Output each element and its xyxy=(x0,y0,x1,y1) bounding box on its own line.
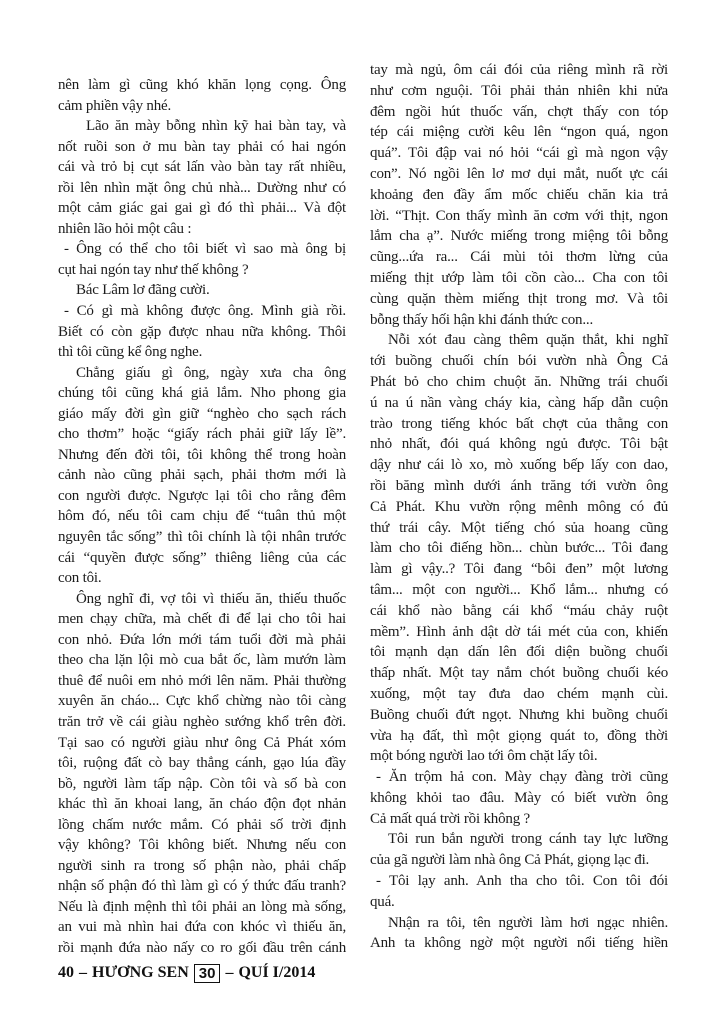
text-line: nên làm gì cũng khó khăn lọng cọng. Ông xyxy=(58,77,346,93)
text-line: người sinh ra trong số phận nào, phải chấp xyxy=(58,857,346,874)
left-text-column xyxy=(58,75,346,959)
page-number: 40 xyxy=(58,964,74,981)
text-line: thấp nhất. Một tay nắm chót buồng chuối kéo xyxy=(370,665,668,682)
text-line: nguyên tắc sống” thì tôi chính là tội nhân trước xyxy=(58,529,346,546)
text-line: thì tôi cũng kể ông nghe. xyxy=(58,344,203,361)
text-line: Cả mất quá trời rồi không ? xyxy=(370,810,530,827)
text-line: ú na ú nần vàng cháy kia, càng hấp dẫn cuộn xyxy=(370,394,668,411)
text-line: xuống, một tay đưa dao chém mạnh cùi. xyxy=(370,685,668,702)
text-line: Nhận ra tôi, tên người làm hơi ngạc nhiên. xyxy=(388,914,668,931)
issue-number-box: 30 xyxy=(194,964,221,983)
text-line: vừa hạ đất, thì một giọng quát to, đồng thời xyxy=(370,727,668,744)
text-line: rồi lên nhìn mặt ông chủ nhà... Dường như có xyxy=(58,179,346,196)
text-line: - Ông có thể cho tôi biết vì sao mà ông bị xyxy=(64,241,346,258)
text-line: khác thì ăn khoai lang, ăn cháo độn đọt nhản xyxy=(58,796,346,813)
text-line: cho thơm” hoặc “giấy rách phải giữ lấy lề”. xyxy=(58,426,346,443)
text-line: Cả Phát. Khu vườn rộng mênh mông có đủ xyxy=(370,498,668,515)
text-line: cái và trỏ bị cụt sát lấn vào bàn tay rất nhiều, xyxy=(58,159,346,176)
text-line: một bóng người lao tới ôm chặt lấy tôi. xyxy=(370,748,598,765)
text-line: khoảng đen đầy ẩm mốc chiếu chăn kia trả xyxy=(370,186,668,203)
text-line: con”. Nó ngồi lên lơ mơ dụi mắt, nuốt ực cái xyxy=(370,165,668,182)
text-line: không khỏi tao đâu. Mày có biết vườn ông xyxy=(370,789,668,806)
text-line: Biết có còn gặp được nhau nữa không. Thôi xyxy=(58,323,346,340)
text-line: cảnh nào cũng phải sạch, phải thơm mới là xyxy=(58,467,346,484)
text-line: Anh ta không ngờ một người nổi tiếng hiền xyxy=(370,935,668,952)
text-line: nhận số phận đó thì làm gì có ý thức đấu tranh? xyxy=(58,878,346,895)
text-line: đêm ngồi hút thuốc vấn, chợt thấy con tóp xyxy=(370,103,668,120)
text-line: Tôi run bắn người trong cánh tay lực lưỡng xyxy=(388,831,668,848)
text-line: quá. xyxy=(370,893,395,910)
text-line: con tôi. xyxy=(58,570,102,587)
text-line: Nỗi xót đau càng thêm quặn thắt, khi nghĩ xyxy=(388,332,668,349)
text-line: - Ăn trộm hả con. Mày chạy đàng trời cũng xyxy=(376,769,668,786)
text-line: tép cái miệng cười kêu lên “ngon quá, ngon xyxy=(370,124,668,141)
right-text-column xyxy=(370,60,668,954)
text-line: Nếu là định mệnh thì tôi phải an lòng mà sống, xyxy=(58,898,346,915)
text-line: mềm”. Hình ảnh dật dờ tái mét của con, khiến xyxy=(370,623,668,640)
text-line: tôi, ruộng đất cò bay thẳng cánh, gạo lúa đầy xyxy=(58,755,346,772)
magazine-name: HƯƠNG SEN xyxy=(92,964,189,981)
text-line: trăn trở về cái giàu nghèo sướng khổ trên đời. xyxy=(58,713,346,730)
text-line: theo cha lặn lội mò cua bắt ốc, làm mướn làm xyxy=(58,652,346,669)
text-line: như cơm nguội. Tôi phải thản nhiên khi nửa xyxy=(370,82,668,99)
footer-separator: – xyxy=(79,964,87,981)
text-line: của gã người làm nhà ông Cả Phát, giọng lạc đi. xyxy=(370,852,650,869)
text-line: cụt hai ngón tay như thế không ? xyxy=(58,261,249,278)
text-line: thuê để nuôi em nhỏ mới lên năm. Phải thường xyxy=(58,672,346,689)
text-line: tâm... một con người... Khổ lắm... nhưng có xyxy=(370,581,668,598)
text-line: xuyên ăn cháo... Cực khổ chừng nào tôi càng xyxy=(58,693,346,710)
text-line: con người được. Ngược lại tôi cho rằng đêm xyxy=(58,487,346,504)
text-line: thứ trái cây. Một tiếng chó sủa hoang cũng xyxy=(370,519,668,536)
text-line: miếng thịt ướp làm tôi cồn cào... Cha con tôi xyxy=(370,269,668,286)
text-line: hôm đó, nếu tôi cam chịu để “tuân thủ một xyxy=(58,508,346,525)
text-line: làm gì vậy..? Tôi đang “bôi đen” một lương xyxy=(370,561,668,578)
text-line: bồ, người làm tấp nập. Còn tôi và số bà con xyxy=(58,775,346,792)
text-line: trào trong tiếng khóc bất chợt của thằng con xyxy=(370,415,668,432)
text-line: một cảm giác gai gai gì đó thì phải... Và đột xyxy=(58,200,346,217)
issue-period: QUÍ I/2014 xyxy=(238,964,316,981)
text-line: chúng tôi cũng khá giả lắm. Nho phong gia xyxy=(58,385,346,402)
text-line: - Tôi lạy anh. Anh tha cho tôi. Con tôi đói xyxy=(376,873,668,890)
text-line: tôi mạnh dạn dấn lên đối diện buồng chuối xyxy=(370,644,668,661)
text-line: lời. “Thịt. Con thấy mình ăn cơm với thịt, ngon xyxy=(370,207,668,224)
text-line: Tại sao có người giàu như ông Cả Phát xóm xyxy=(58,734,346,751)
text-line: nốt ruồi son ở mu bàn tay phải có hai ngón xyxy=(58,138,346,155)
text-line: rồi mạnh đứa nào nấy co ro gối đầu trên cánh xyxy=(58,939,346,956)
text-line: - Có gì mà không được ông. Mình già rồi. xyxy=(64,303,346,320)
text-line: Nhưng đến đời tôi, tôi không thể trong hoàn xyxy=(58,446,346,463)
text-line: làm cho tôi điếng hồn... chùn bước... Tôi đang xyxy=(370,540,668,557)
text-line: Phát bỏ cho chim chuột ăn. Những trái chuối xyxy=(370,373,668,390)
text-line: Chẳng giấu gì ông, ngày xưa cha ông xyxy=(76,364,346,381)
text-line: an vui mà nhìn hai đứa con khóc vì thiếu ăn, xyxy=(58,919,346,936)
text-line: giáo mấy đời gìn giữ “nghèo cho sạch rách xyxy=(58,405,346,422)
text-line: cái “quyền được sống” thiêng liêng của các xyxy=(58,549,346,566)
text-line: vậy không? Tôi không biết. Nhưng nếu con xyxy=(58,837,346,854)
text-line: Bác Lâm lơ đãng cười. xyxy=(76,282,210,299)
page-footer xyxy=(58,962,315,984)
text-line: quá”. Tôi đập vai nó hỏi “cái gì mà ngon vậy xyxy=(370,145,668,162)
text-line: Lão ăn mày bỗng nhìn kỹ hai bàn tay, và xyxy=(86,118,346,135)
footer-separator: – xyxy=(225,964,234,981)
text-line: lồng chấm nước mắm. Có phải số trời định xyxy=(58,816,346,833)
text-line: tay mà ngủ, ôm cái đói của riêng mình rã rời xyxy=(370,62,668,78)
text-line: men chạy chữa, mà chết đi để lại cho tôi hai xyxy=(58,611,346,628)
text-line: cảm phiền vậy nhé. xyxy=(58,97,172,114)
text-line: Buồng chuối đứt ngọt. Nhưng khi buồng chuối xyxy=(370,706,668,723)
text-line: nhỏ nhất, đói quá không ngủ được. Tôi bật xyxy=(370,436,668,453)
text-line: Ông nghĩ đi, vợ tôi vì thiếu ăn, thiếu thuốc xyxy=(76,590,346,607)
text-line: rồi băng mình dưới ánh trăng tới vườn ông xyxy=(370,477,668,494)
text-line: bỗng thấy hối hận khi đánh thức con... xyxy=(370,311,593,328)
text-line: dậy như cái lò xo, mò xuống bếp lấy con dao, xyxy=(370,457,668,474)
text-line: tới buồng chuối chín bói vườn nhà Ông Cả xyxy=(370,353,668,370)
text-line: cái khổ nào bằng cái khổ “máu chảy ruột xyxy=(370,602,668,619)
text-line: con nhỏ. Đứa lớn mới tám tuổi đời mà phải xyxy=(58,631,346,648)
text-line: lắm cha ạ”. Nước miếng trong miệng tôi bỗng xyxy=(370,228,668,245)
text-line: cùng quặn thèm miếng thịt trong mơ. Và tôi xyxy=(370,290,668,307)
text-line: nhiên lão hỏi một câu : xyxy=(58,220,192,237)
text-line: cũng...ứa ra... Cái mùi tỏi thơm lừng của xyxy=(370,249,668,266)
